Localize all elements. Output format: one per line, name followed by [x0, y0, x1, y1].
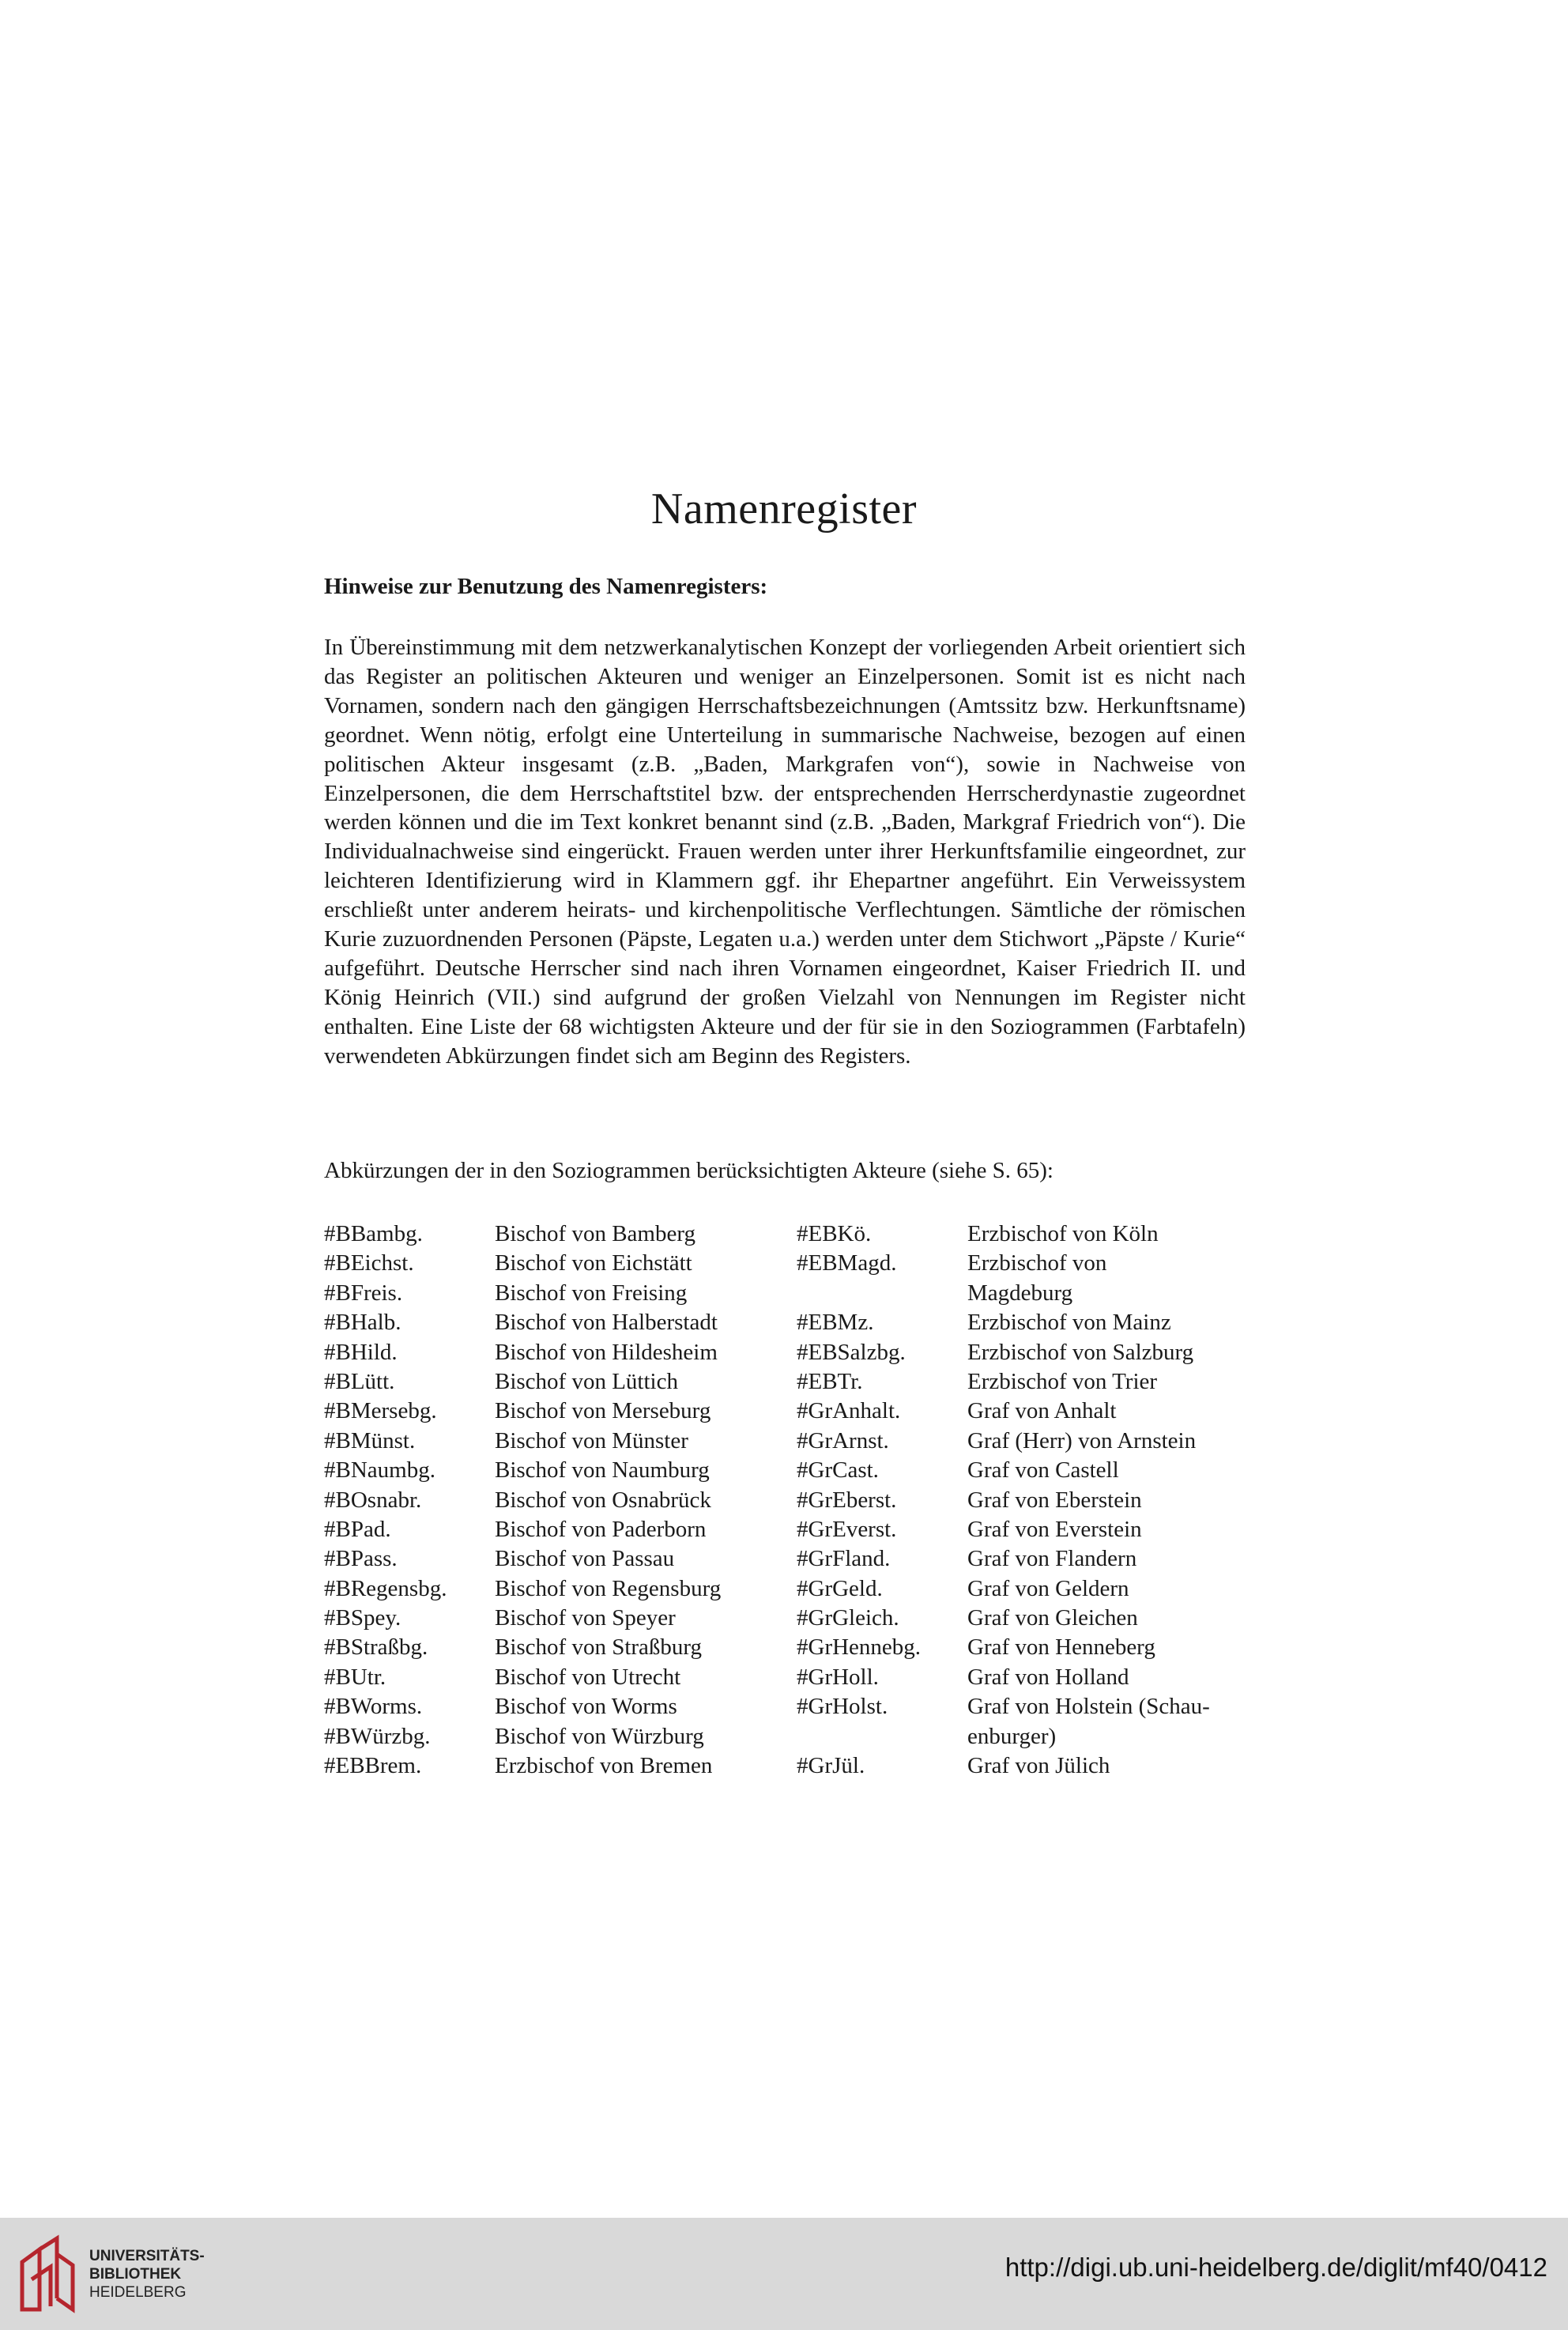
- abbreviations-table: [324, 1220, 1257, 1781]
- abbrev-meaning: Graf von Everstein: [967, 1516, 1142, 1542]
- abbreviations-heading: Abkürzungen der in den Soziogrammen berücksichtigten Akteure (siehe S. 65):: [324, 1158, 1054, 1183]
- abbrev-meaning: Graf von Gleichen: [967, 1605, 1138, 1631]
- abbrev-meaning: Graf von Anhalt: [967, 1398, 1117, 1424]
- abbrev-code: #BBambg.: [324, 1221, 423, 1246]
- abbrev-code: #BNaumbg.: [324, 1457, 435, 1484]
- abbrev-meaning: Bischof von Passau: [495, 1546, 675, 1572]
- abbrev-code: #GrHolst.: [797, 1694, 888, 1720]
- page-title: Namenregister: [650, 484, 918, 533]
- abbrev-meaning: Bischof von Bamberg: [495, 1221, 695, 1246]
- abbrev-meaning: Magdeburg: [967, 1280, 1073, 1306]
- abbrev-meaning: Erzbischof von Bremen: [495, 1753, 713, 1779]
- usage-notes-paragraph: In Übereinstimmung mit dem netzwerkanalytischen Konzept der vorliegenden Arbeit orientiert sich das Register an politischen Akteuren und weniger an Einzelpersonen. Somit ist es nicht nach Vornamen, sondern nach den gängigen Herrschaftsbezeichnungen (Amtssitz bzw. Herkunftsname) geordnet. Wenn nötig, erfolgt eine Unterteilung in summarische Nachweise, bezogen auf einen politischen Akteur insgesamt (z.B. „Baden, Markgrafen von“), sowie in Nachweise von Einzelpersonen, die dem Herrschaftstitel bzw. der entsprechenden Herrscherdynastie zugeordnet werden können und die im Text konkret benannt sind (z.B. „Baden, Markgraf Friedrich von“). Die Individualnachweise sind eingerückt. Frauen werden unter ihrer Herkunftsfamilie eingeordnet, zur leichteren Identifizierung wird in Klammern ggf. ihr Ehepartner angeführt. Ein Verweissystem erschließt unter anderem heirats- und kirchenpolitische Verflechtungen. Sämtliche der römischen Kurie zuzuordnenden Personen (Päpste, Legaten u.a.) werden unter dem Stichwort „Päpste / Kurie“ aufgeführt. Deutsche Herrscher sind nach ihren Vornamen eingeordnet, Kaiser Friedrich II. und König Heinrich (VII.) sind aufgrund der großen Vielzahl von Nennungen im Register nicht enthalten. Eine Liste der 68 wichtigsten Akteure und der für sie in den Soziogrammen (Farbtafeln) verwendeten Abkürzungen findet sich am Beginn des Registers.: [324, 635, 1246, 1069]
- abbrev-code: #GrHennebg.: [797, 1634, 922, 1661]
- library-logo-icon: [16, 2230, 79, 2317]
- library-name-line-2: BIBLIOTHEK: [89, 2266, 182, 2283]
- abbrev-code: #GrGeld.: [797, 1575, 883, 1601]
- abbrev-code: #BEichst.: [324, 1250, 414, 1276]
- abbrev-meaning: Bischof von Osnabrück: [495, 1487, 711, 1513]
- abbrev-meaning: Erzbischof von Salzburg: [967, 1339, 1194, 1365]
- abbrev-meaning: Graf von Holstein (Schau-: [967, 1694, 1210, 1720]
- abbrev-code: #EBTr.: [797, 1368, 863, 1394]
- abbrev-code: #BUtr.: [324, 1664, 386, 1690]
- abbrev-code: #BWürzbg.: [324, 1723, 431, 1749]
- abbrev-meaning: enburger): [967, 1723, 1057, 1749]
- abbrev-code: #GrEberst.: [797, 1487, 897, 1513]
- abbrev-code: [797, 1722, 967, 1751]
- abbrev-meaning: Bischof von Hildesheim: [495, 1339, 718, 1365]
- footer-bar: [0, 2218, 1568, 2330]
- abbrev-meaning: Bischof von Straßburg: [495, 1634, 703, 1661]
- abbrev-code: #GrArnst.: [797, 1427, 889, 1453]
- abbrev-meaning: Graf von Jülich: [967, 1753, 1110, 1779]
- abbrev-meaning: Bischof von Münster: [495, 1427, 688, 1453]
- abbrev-code: #BPad.: [324, 1516, 391, 1542]
- abbrev-meaning: Graf von Geldern: [967, 1575, 1129, 1601]
- abbrev-code: #BOsnabr.: [324, 1487, 422, 1513]
- abbrev-code: #GrCast.: [797, 1457, 879, 1484]
- abbrev-meaning: Graf von Flandern: [967, 1546, 1137, 1572]
- abbrev-code: #BSpey.: [324, 1605, 401, 1631]
- abbrev-code: #BWorms.: [324, 1694, 423, 1720]
- permalink-url[interactable]: http://digi.ub.uni-heidelberg.de/diglit/mf40/0412: [1004, 2253, 1547, 2282]
- abbrev-meaning: Bischof von Halberstadt: [495, 1310, 718, 1336]
- abbrev-code: #BHild.: [324, 1339, 398, 1365]
- abbrev-code: #BFreis.: [324, 1280, 403, 1306]
- abbrev-meaning: Graf von Castell: [967, 1457, 1119, 1484]
- abbrev-meaning: Erzbischof von Trier: [967, 1368, 1158, 1394]
- abbrev-code: #EBKö.: [797, 1221, 872, 1246]
- abbrev-code: #GrEverst.: [797, 1516, 897, 1542]
- abbrev-meaning: Bischof von Regensburg: [495, 1575, 722, 1601]
- abbrev-meaning: Graf von Eberstein: [967, 1487, 1142, 1513]
- abbrev-code: #GrHoll.: [797, 1664, 879, 1690]
- library-name: [89, 2247, 205, 2302]
- abbrev-meaning: Bischof von Naumburg: [495, 1457, 710, 1484]
- abbrev-meaning: Bischof von Würzburg: [495, 1723, 704, 1749]
- abbrev-code: #GrGleich.: [797, 1605, 899, 1631]
- abbrev-code: #BMünst.: [324, 1427, 416, 1453]
- abbrev-meaning: Erzbischof von Köln: [967, 1221, 1159, 1246]
- usage-notes-heading: Hinweise zur Benutzung des Namenregisters:: [324, 574, 768, 599]
- abbrev-code: #BLütt.: [324, 1368, 395, 1394]
- abbrev-code: #BStraßbg.: [324, 1634, 428, 1661]
- abbrev-code: #EBMz.: [797, 1310, 874, 1336]
- abbrev-code: #GrJül.: [797, 1753, 865, 1779]
- abbrev-meaning: Graf (Herr) von Arnstein: [967, 1427, 1197, 1453]
- abbrev-code: #GrAnhalt.: [797, 1398, 901, 1424]
- abbrev-meaning: Bischof von Eichstätt: [495, 1250, 692, 1276]
- abbrev-code: [797, 1279, 967, 1308]
- abbrev-code: #BMersebg.: [324, 1398, 437, 1424]
- abbrev-code: #BHalb.: [324, 1310, 401, 1336]
- abbrev-meaning: Bischof von Merseburg: [495, 1398, 711, 1424]
- abbrev-meaning: Bischof von Paderborn: [495, 1516, 707, 1542]
- abbrev-meaning: Graf von Holland: [967, 1664, 1129, 1690]
- abbrev-meaning: Bischof von Utrecht: [495, 1664, 681, 1690]
- abbrev-code: #EBSalzbg.: [797, 1339, 906, 1365]
- abbrev-meaning: Erzbischof von Mainz: [967, 1310, 1171, 1336]
- abbrev-code: #BPass.: [324, 1546, 398, 1572]
- abbrev-meaning: Bischof von Worms: [495, 1694, 677, 1720]
- abbrev-meaning: Bischof von Speyer: [495, 1605, 676, 1631]
- abbrev-code: #BRegensbg.: [324, 1575, 447, 1601]
- abbrev-code: #EBBrem.: [324, 1753, 422, 1779]
- abbrev-code: #EBMagd.: [797, 1250, 897, 1276]
- library-name-line-1: UNIVERSITÄTS-: [89, 2248, 205, 2264]
- abbrev-meaning: Bischof von Freising: [495, 1280, 688, 1306]
- abbrev-meaning: Erzbischof von: [967, 1250, 1107, 1276]
- library-name-line-3: HEIDELBERG: [89, 2284, 187, 2301]
- abbrev-meaning: Bischof von Lüttich: [495, 1368, 678, 1394]
- abbrev-code: #GrFland.: [797, 1546, 891, 1572]
- abbrev-meaning: Graf von Henneberg: [967, 1634, 1155, 1661]
